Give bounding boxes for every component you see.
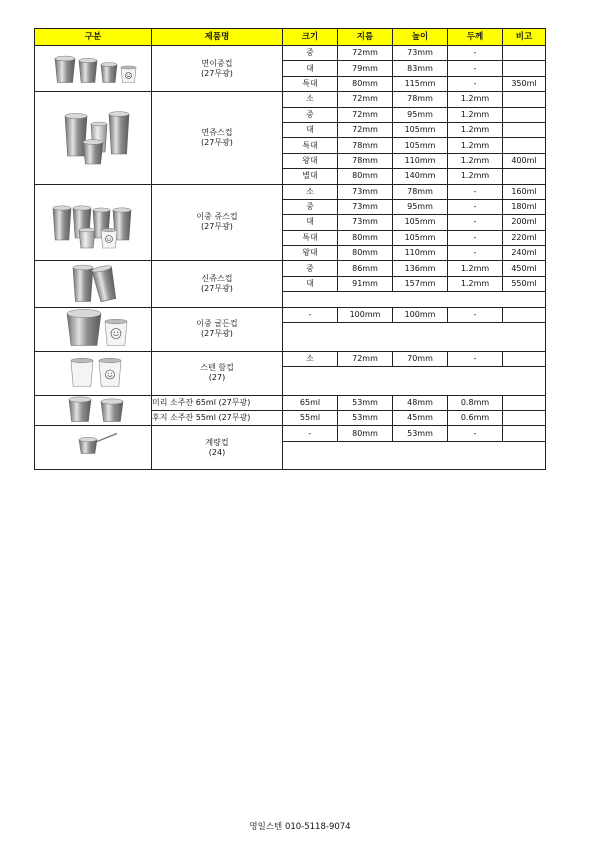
thickness-cell: 0.6mm [448,411,503,426]
header-size: 크기 [283,29,338,46]
height-cell: 105mm [393,215,448,230]
thickness-cell: 1.2mm [448,122,503,137]
size-cell: 별대 [283,169,338,184]
product-name: 이중 쥬스컵 [196,212,238,222]
thickness-cell: - [448,351,503,366]
header-product-name: 제품명 [152,29,283,46]
juice-cups-group-icon [35,184,152,261]
height-cell: 105mm [393,230,448,245]
diameter-cell: 53mm [338,411,393,426]
size-cell: 특대 [283,230,338,245]
product-name: 신쥬스컵 [201,274,233,284]
table-row [35,395,546,410]
table-row [35,46,546,61]
height-cell: 140mm [393,169,448,184]
thickness-cell: - [448,215,503,230]
diameter-cell: 53mm [338,395,393,410]
product-name-cell [152,46,283,92]
empty-cell [283,292,546,307]
product-name-cell [152,184,283,261]
product-name: 면쥬스컵 [201,127,233,137]
diameter-cell: 100mm [338,307,393,322]
product-name-cell [152,261,283,307]
product-name: 스텐 함컵 [200,363,234,373]
diameter-cell: 73mm [338,215,393,230]
empty-cell [283,323,546,352]
thickness-cell: - [448,426,503,441]
product-finish: (27무광) [201,137,233,147]
size-cell: 소 [283,92,338,107]
diameter-cell: 72mm [338,107,393,122]
size-cell: 중 [283,107,338,122]
header-thickness: 두께 [448,29,503,46]
diameter-cell: 73mm [338,184,393,199]
size-cell: 중 [283,261,338,276]
note-cell [503,426,546,441]
height-cell: 105mm [393,122,448,137]
height-cell: 115mm [393,76,448,91]
thickness-cell: - [448,230,503,245]
size-cell: 왕대 [283,246,338,261]
wide-cup-smiley-icon [35,307,152,351]
product-finish: (27무광) [201,222,233,232]
cups-4-small-icon [35,46,152,92]
thickness-cell: 1.2mm [448,153,503,168]
note-cell [503,169,546,184]
table-row [35,351,546,366]
product-name: 이중 굴든컵 [196,319,238,329]
note-cell [503,92,546,107]
size-cell: 대 [283,276,338,291]
thickness-cell: 1.2mm [448,92,503,107]
thickness-cell: - [448,199,503,214]
note-cell [503,46,546,61]
product-finish: (24) [208,447,226,457]
size-cell: 55ml [283,411,338,426]
thickness-cell: 1.2mm [448,261,503,276]
product-finish: (27무광) [201,329,233,339]
size-cell: 특대 [283,76,338,91]
product-name: 미리 소주잔 65ml (27무광) [152,395,283,410]
note-cell: 200ml [503,215,546,230]
thickness-cell: 1.2mm [448,276,503,291]
note-cell: 400ml [503,153,546,168]
header-note: 비고 [503,29,546,46]
diameter-cell: 72mm [338,122,393,137]
note-cell: 180ml [503,199,546,214]
header-diameter: 지름 [338,29,393,46]
diameter-cell: 80mm [338,426,393,441]
diameter-cell: 72mm [338,92,393,107]
diameter-cell: 72mm [338,46,393,61]
size-cell: - [283,307,338,322]
empty-cell [283,441,546,470]
empty-cell [283,367,546,396]
thickness-cell: 1.2mm [448,107,503,122]
diameter-cell: 80mm [338,76,393,91]
product-spec-table [34,28,546,470]
thickness-cell: - [448,46,503,61]
height-cell: 95mm [393,107,448,122]
size-cell: 소 [283,184,338,199]
note-cell [503,138,546,153]
note-cell: 160ml [503,184,546,199]
note-cell: 220ml [503,230,546,245]
height-cell: 110mm [393,153,448,168]
height-cell: 105mm [393,138,448,153]
product-name-cell [152,426,283,470]
height-cell: 53mm [393,426,448,441]
thickness-cell: 1.2mm [448,138,503,153]
height-cell: 70mm [393,351,448,366]
diameter-cell: 80mm [338,230,393,245]
height-cell: 110mm [393,246,448,261]
height-cell: 136mm [393,261,448,276]
thickness-cell: - [448,61,503,76]
size-cell: 중 [283,46,338,61]
diameter-cell: 73mm [338,199,393,214]
thickness-cell: - [448,307,503,322]
note-cell [503,351,546,366]
diameter-cell: 79mm [338,61,393,76]
note-cell [503,307,546,322]
thickness-cell: - [448,184,503,199]
tumbler-stack-icon [35,92,152,184]
measuring-cup-icon [35,426,152,470]
diameter-cell: 78mm [338,153,393,168]
diameter-cell: 91mm [338,276,393,291]
height-cell: 83mm [393,61,448,76]
note-cell [503,411,546,426]
diameter-cell: 72mm [338,351,393,366]
size-cell: - [283,426,338,441]
table-row [35,307,546,322]
table-row [35,261,546,276]
table-row [35,426,546,441]
diameter-cell: 80mm [338,246,393,261]
thickness-cell: 0.8mm [448,395,503,410]
table-row [35,184,546,199]
diameter-cell: 78mm [338,138,393,153]
header-category: 구분 [35,29,152,46]
note-cell [503,395,546,410]
white-cups-icon [35,351,152,395]
size-cell: 특대 [283,138,338,153]
product-name: 계량컵 [205,437,229,447]
note-cell: 550ml [503,276,546,291]
product-name-cell [152,307,283,351]
height-cell: 100mm [393,307,448,322]
size-cell: 중 [283,199,338,214]
product-finish: (27무광) [201,68,233,78]
height-cell: 78mm [393,184,448,199]
size-cell: 왕대 [283,153,338,168]
header-height: 높이 [393,29,448,46]
diameter-cell: 80mm [338,169,393,184]
thickness-cell: - [448,246,503,261]
footer-contact: 명일스텐 010-5118-9074 [249,822,351,832]
thickness-cell: - [448,76,503,91]
thickness-cell: 1.2mm [448,169,503,184]
note-cell [503,61,546,76]
table-row [35,92,546,107]
size-cell: 대 [283,122,338,137]
product-finish: (27) [208,373,226,383]
size-cell: 소 [283,351,338,366]
product-name-cell [152,92,283,184]
height-cell: 157mm [393,276,448,291]
height-cell: 48mm [393,395,448,410]
note-cell [503,107,546,122]
size-cell: 65ml [283,395,338,410]
height-cell: 95mm [393,199,448,214]
note-cell: 450ml [503,261,546,276]
shot-glasses-icon [35,395,152,426]
height-cell: 78mm [393,92,448,107]
tall-cups-pair-icon [35,261,152,307]
product-finish: (27무광) [201,284,233,294]
height-cell: 73mm [393,46,448,61]
table-header-row [35,29,546,46]
product-name-cell [152,351,283,395]
note-cell [503,122,546,137]
diameter-cell: 86mm [338,261,393,276]
note-cell: 350ml [503,76,546,91]
size-cell: 대 [283,215,338,230]
product-name: 면이중컵 [201,58,233,68]
size-cell: 대 [283,61,338,76]
product-name: 후지 소주잔 55ml (27무광) [152,411,283,426]
height-cell: 45mm [393,411,448,426]
note-cell: 240ml [503,246,546,261]
